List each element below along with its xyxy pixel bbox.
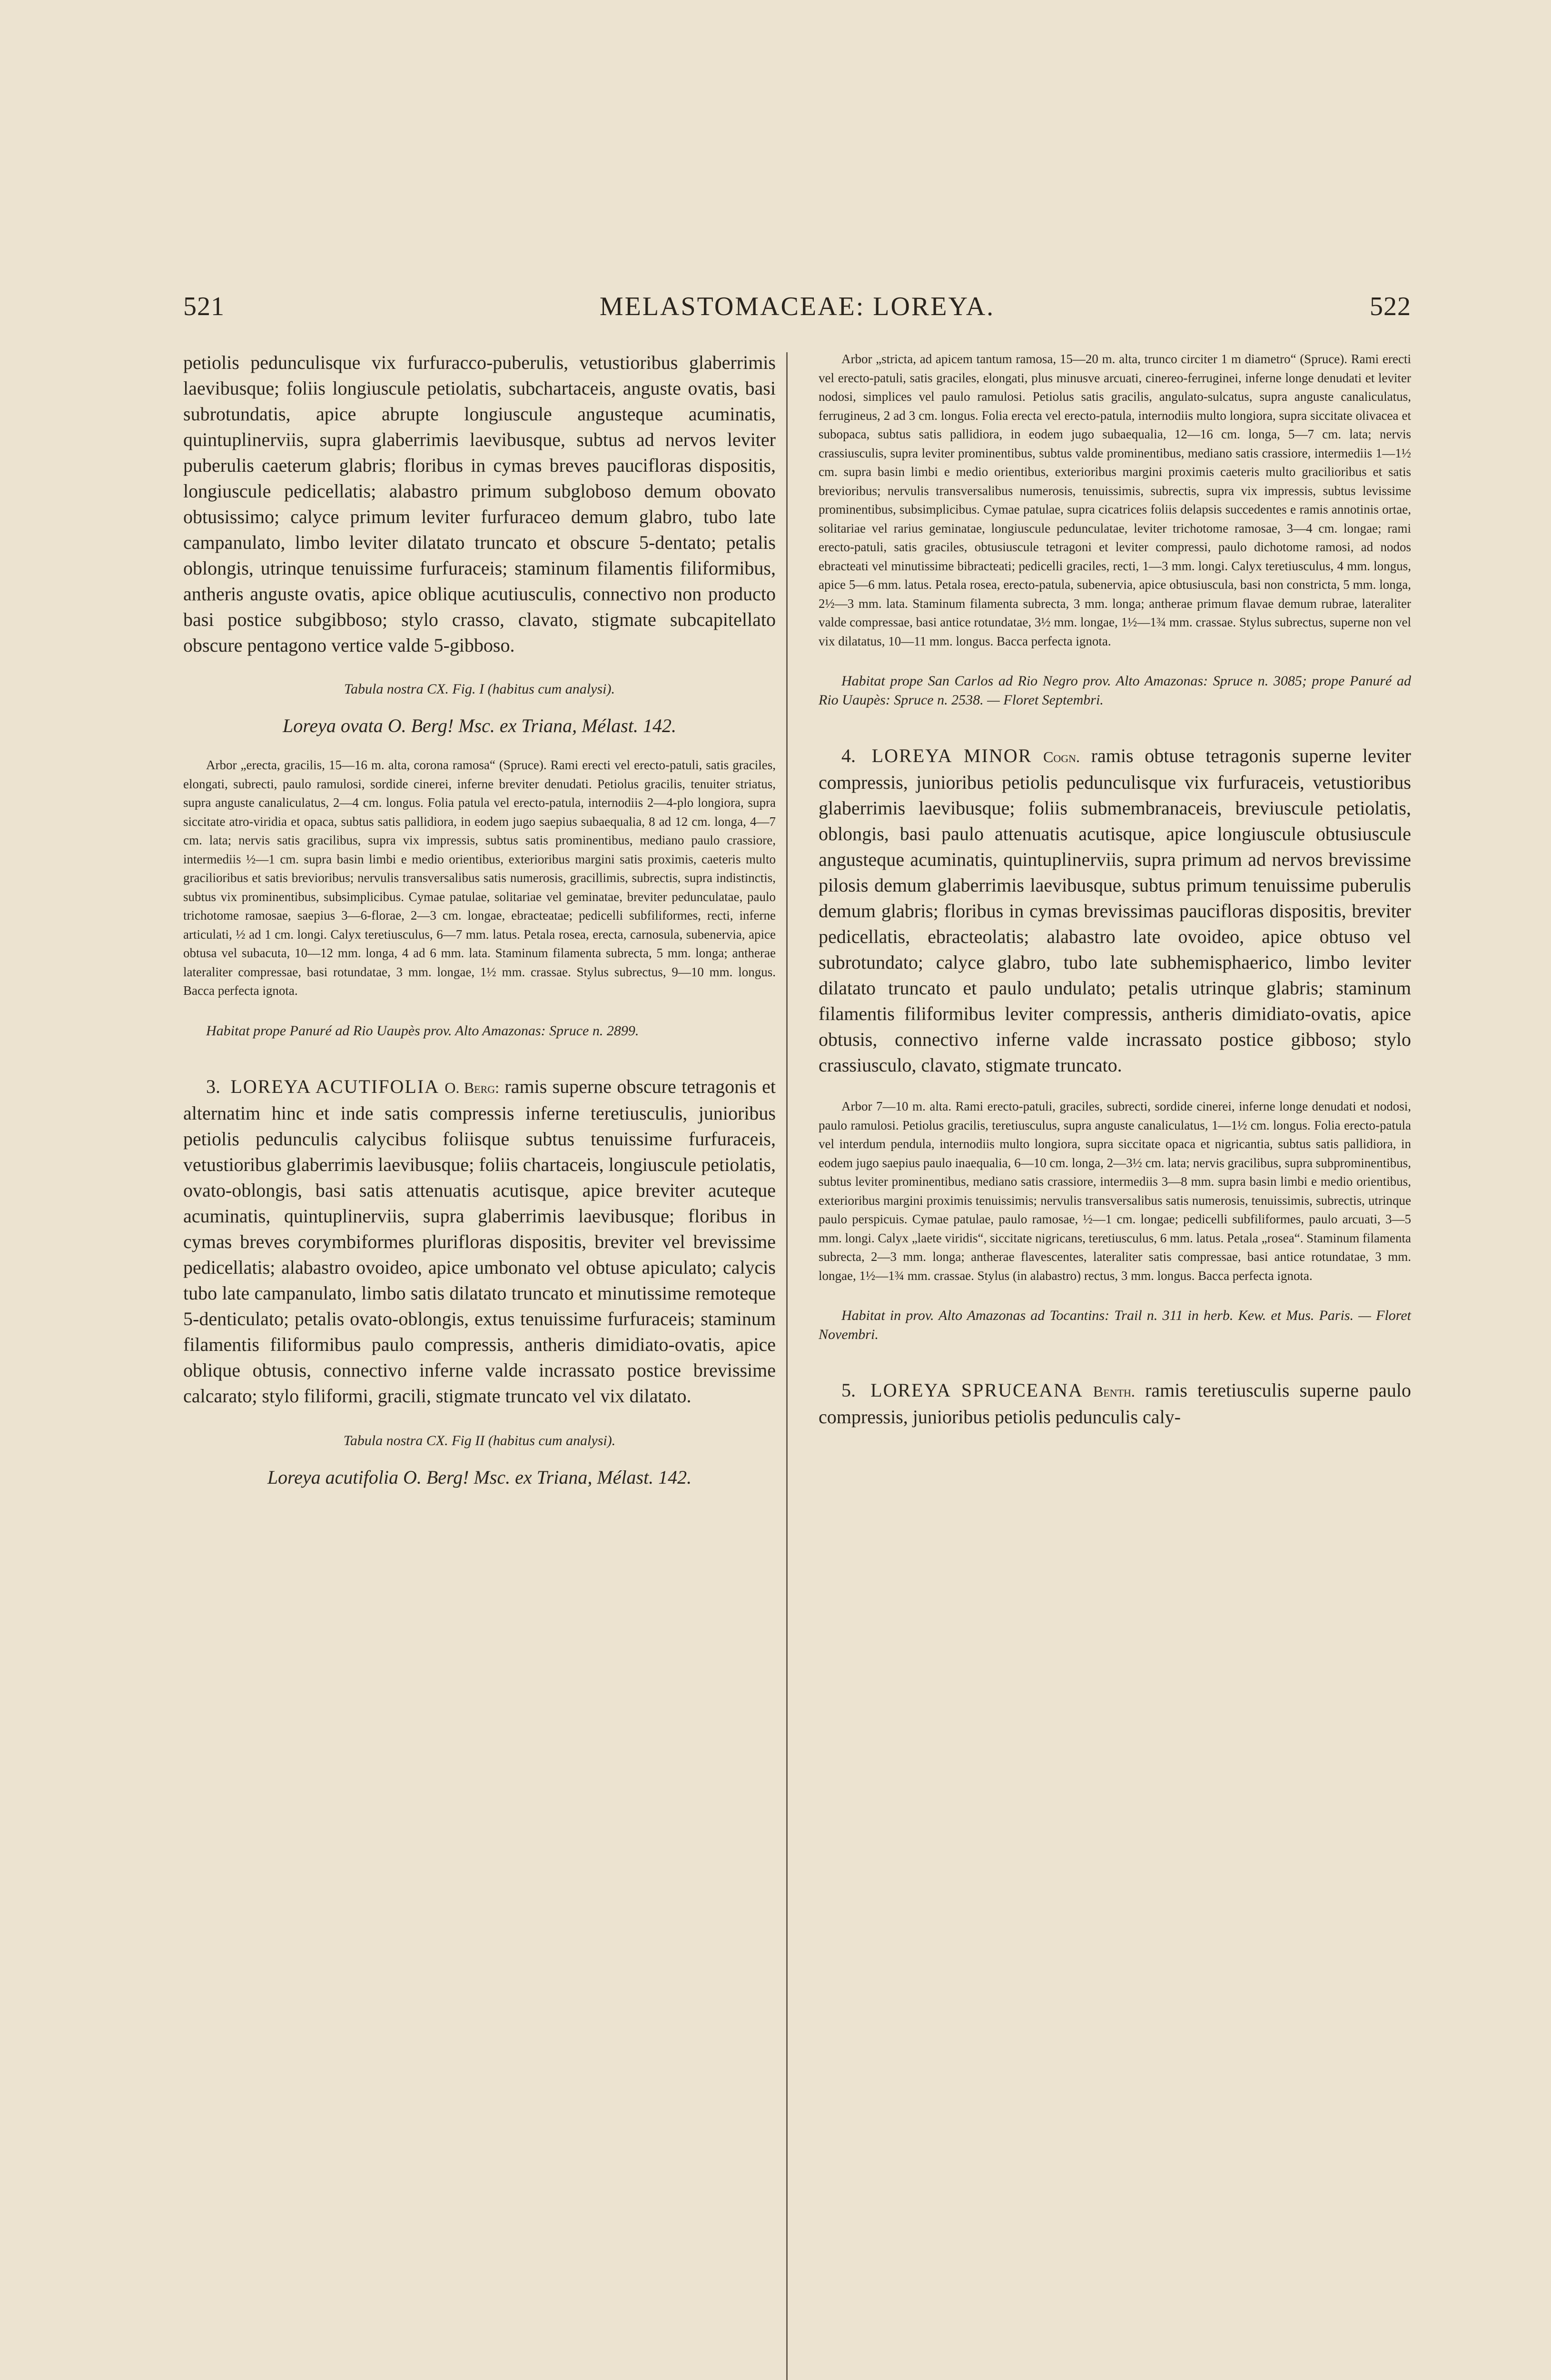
right-column: [819, 350, 1411, 1430]
species-name: LOREYA ACUTIFOLIA: [230, 1075, 440, 1097]
species-diagnosis: ramis teretiusculis superne paulo compressis, junioribus petiolis pedunculis caly-: [819, 1379, 1412, 1428]
running-title: MELASTOMACEAE: LOREYA.: [599, 292, 995, 321]
species-name: LOREYA MINOR: [871, 745, 1032, 766]
synonym: Loreya ovata O. Berg! Msc. ex Triana, Mélast. 142.: [283, 715, 676, 736]
plate-reference: Tabula nostra CX. Fig. I (habitus cum analysi).: [344, 681, 615, 697]
description-continued: petiolis pedunculisque vix furfuracco-puberulis, vetustioribus glaberrimis laevibusque; foliis longiuscule petiolatis, subchartaceis, anguste ovatis, basi subrotundatis, apice abrupte longiuscule angusteque acuminatis, quintuplinerviis, supra glaberrimis laevibusque, subtus ad nervos leviter puberulis caeterum glabris; floribus in cymas breves paucifloras dispositis, longiuscule pedicellatis; alabastro primum subgloboso demum obovato obtusissimo; calyce primum leviter furfuraceo demum glabro, tubo late campanulato, limbo leviter dilatato truncato et obscure 5-dentato; petalis oblongis, utrinque tenuissime furfuraceis; staminum filamentis filiformibus, antheris anguste ovatis, apice oblique acutiusculis, connectivo non producto basi postice subgibboso; stylo crasso, clavato, stigmate subcapitellato obscure pentagono vertice valde 5-gibboso.: [183, 352, 776, 656]
species-diagnosis: ramis superne obscure tetragonis et alternatim hinc et inde satis compressis inferne teretiusculis, junioribus petiolis pedunculis calycibus foliisque subtus tenuissime furfuraceis, vetustioribus glaberrimis laevibusque; foliis chartaceis, longiuscule petiolatis, ovato-oblongis, basi satis attenuatis acutisque, apice breviter acuteque acuminatis, quintuplinerviis, supra glaberrimis laevibusque; floribus in cymas breves corymbiformes plurifloras dispositis, breviter vel brevissime pedicellatis; alabastro ovoideo, apice umbonato vel obtuse apiculato; calycis tubo late campanulato, limbo satis dilatato truncato et minutissime remoteque 5-denticulato; petalis ovato-oblongis, extus tenuissime furfuraceis; staminum filamentis filiformibus paulo compressis, antheris dimidiato-ovatis, apice oblique obtusis, connectivo inferne valde incrassato postice brevissime calcarato; stylo filiformi, gracili, stigmate truncato vel vix dilatato.: [183, 1075, 776, 1407]
page-number-left: 521: [183, 292, 225, 321]
habitat-note: Habitat prope San Carlos ad Rio Negro prov. Alto Amazonas: Spruce n. 3085; prope Panuré ad Rio Uaupès: Spruce n. 2538. — Floret Septembri.: [819, 673, 1411, 708]
species-number: 5.: [841, 1379, 856, 1401]
species-entry-4: [819, 743, 1411, 1078]
species-diagnosis: ramis obtuse tetragonis superne leviter compressis, junioribus petiolis pedunculisque vix furfuraceis, vetustioribus glaberrimis laevibusque; foliis submembranaceis, breviuscule petiolatis, oblongis, basi paulo attenuatis acutisque, apice longiuscule obtusiuscule angusteque acuminatis, quintuplinerviis, supra primum ad nervos brevissime pilosis demum glaberrimis laevibusque, subtus primum tenuissime puberulis demum glabris; floribus in cymas brevissimas paucifloras dispositis, breviter pedicellatis, ebracteolatis; alabastro late ovoideo, apice obtuso vel subrotundato; calyce glabro, tubo late subhemisphaerico, limbo leviter dilatato truncato et paulo undulato; petalis utrinque glabris; staminum filamentis filiformibus leviter compressis, antheris dimidiato-ovatis, apice obtusis, connectivo inferne valde incrassato postice gibboso; stylo crassiusculo, clavato, stigmate truncato.: [819, 745, 1412, 1076]
species-authority: Cogn.: [1043, 748, 1080, 765]
species-number: 4.: [841, 745, 856, 766]
species-entry-3: [183, 1074, 776, 1409]
column-divider: [786, 352, 788, 2380]
habitat-note: Habitat prope Panuré ad Rio Uaupès prov. Alto Amazonas: Spruce n. 2899.: [206, 1022, 639, 1039]
species-entry-5: [819, 1378, 1411, 1430]
detailed-description: Arbor 7—10 m. alta. Rami erecto-patuli, graciles, subrecti, sordide cinerei, inferne longe denudati et nodosi, paulo ramulosi. Petiolus gracilis, teretiusculus, supra anguste canaliculatus, 1—1½ cm. longus. Folia erecto-patula vel interdum pendula, internodiis multo longiora, supra siccitate opaca et nigricantia, subtus satis pallidiora, in eodem jugo saepius paulo inaequalia, 6—10 cm. longa, 2—3½ cm. lata; nervis gracilibus, supra subprominentibus, subtus leviter prominentibus, mediano satis crassiore, intermediis 3—8 mm. supra basin limbi e medio orientibus, exterioribus margini proximis tenuissimis; nervulis transversalibus satis numerosis, tenuissimis, subrectis, utrinque paulo perspicuis. Cymae patulae, paulo ramosae, ½—1 cm. longae; pedicelli subfiliformes, paulo arcuati, 3—5 mm. longi. Calyx „laete viridis“, siccitate nigricans, teretiusculus, 6 mm. latus. Petala „rosea“. Staminum filamenta subrecta, 2—3 mm. longa; antherae flavescentes, lateraliter satis compressae, basi antice rotundatae, 3 mm. longae, 1½—1¾ mm. crassae. Stylus (in alabastro) rectus, 3 mm. longus. Bacca perfecta ignota.: [819, 1099, 1411, 1283]
species-name: LOREYA SPRUCEANA: [870, 1379, 1083, 1401]
running-header: [183, 291, 1411, 325]
species-authority: O. Berg:: [445, 1079, 500, 1096]
species-authority: Benth.: [1093, 1383, 1135, 1400]
page-number-right: 522: [1370, 292, 1411, 321]
detailed-description: Arbor „stricta, ad apicem tantum ramosa, 15—20 m. alta, trunco circiter 1 m diametro“ (Spruce). Rami erecti vel erecto-patuli, satis graciles, elongati, plus minusve arcuati, cinereo-ferruginei, inferne longe denudati et leviter nodosi, simplices vel paulo ramulosi. Petiolus satis gracilis, angulato-sulcatus, supra anguste canaliculatus, ferrugineus, 2 ad 3 cm. longus. Folia erecta vel erecto-patula, internodiis multo longiora, supra siccitate olivacea et subopaca, subtus satis pallidiora, in eodem jugo subaequalia, 12—16 cm. longa, 5—7 cm. lata; nervis crassiusculis, supra leviter prominentibus, subtus valde prominentibus, mediano satis crassiore, intermediis 1—1½ cm. supra basin limbi e medio orientibus, exterioribus margini proximis caeteris multo gracilioribus et satis brevioribus; nervulis transversalibus numerosis, tenuissimis, subrectis, supra vix impressis, subtus levissime prominentibus, subsimplicibus. Cymae patulae, supra cicatrices foliis delapsis succedentes e ramis annotinis ortae, solitariae vel rarius geminatae, longiuscule pedunculatae, leviter trichotome ramosae, 3—4 cm. longae; rami erecto-patuli, satis graciles, obtusiuscule tetragoni et leviter compressi, paulo dichotome ramosi, ad nodos ebracteati vel minutissime bibracteati; pedicelli graciles, recti, 1—3 mm. longi. Calyx teretiusculus, 4 mm. longus, apice 5—6 mm. latus. Petala rosea, erecto-patula, subenervia, apice obtusiuscula, basi non constricta, 5 mm. longa, 2½—3 mm. lata. Staminum filamenta subrecta, 3 mm. longa; antherae primum flavae demum rubrae, lateraliter valde compressae, basi antice rotundatae, 3½ mm. longae, 1½—1¾ mm. crassae. Stylus subrectus, superne non vel vix dilatatus, 10—11 mm. longus. Bacca perfecta ignota.: [819, 352, 1411, 648]
habitat-note: Habitat in prov. Alto Amazonas ad Tocantins: Trail n. 311 in herb. Kew. et Mus. Paris. — Floret Novembri.: [819, 1308, 1411, 1342]
plate-reference: Tabula nostra CX. Fig II (habitus cum analysi).: [343, 1432, 616, 1448]
left-column: [183, 350, 776, 1488]
synonym: Loreya acutifolia O. Berg! Msc. ex Triana, Mélast. 142.: [267, 1466, 692, 1488]
detailed-description: Arbor „erecta, gracilis, 15—16 m. alta, corona ramosa“ (Spruce). Rami erecti vel erecto-patuli, satis graciles, elongati, subrecti, paulo ramulosi, sordide cinerei, inferne breviter denudati. Petiolus gracilis, tenuiter striatus, supra anguste canaliculatus, 2—4 cm. longus. Folia patula vel erecto-patula, internodiis 2—4-plo longiora, supra siccitate atro-viridia et opaca, subtus satis pallidiora, in eodem jugo saepius subaequalia, 8 ad 12 cm. longa, 4—7 cm. lata; nervis satis gracilibus, supra vix impressis, subtus satis prominentibus, mediano paulo crassiore, intermediis ½—1 cm. supra basin limbi e medio orientibus, exterioribus margini satis proximis, caeteris multo gracilioribus et satis brevioribus; nervulis transversalibus satis numerosis, gracillimis, subrectis, supra indistinctis, subtus vix prominentibus, subsimplicibus. Cymae patulae, solitariae vel geminatae, breviter pedunculatae, paulo trichotome ramosae, saepius 3—6-florae, 2—3 cm. longae, ebracteatae; pedicelli subfiliformes, recti, inferne articulati, ½ ad 1 cm. longi. Calyx teretiusculus, 6—7 mm. latus. Petala rosea, erecta, carnosula, subenervia, apice obtusa vel subacuta, 10—12 mm. longa, 4 ad 6 mm. lata. Staminum filamenta subrecta, 5 mm. longa; antherae lateraliter compressae, basi rotundatae, 3 mm. longae, 1½ mm. crassae. Stylus subrectus, 9—10 mm. longus. Bacca perfecta ignota.: [183, 758, 776, 998]
species-number: 3.: [206, 1075, 220, 1097]
